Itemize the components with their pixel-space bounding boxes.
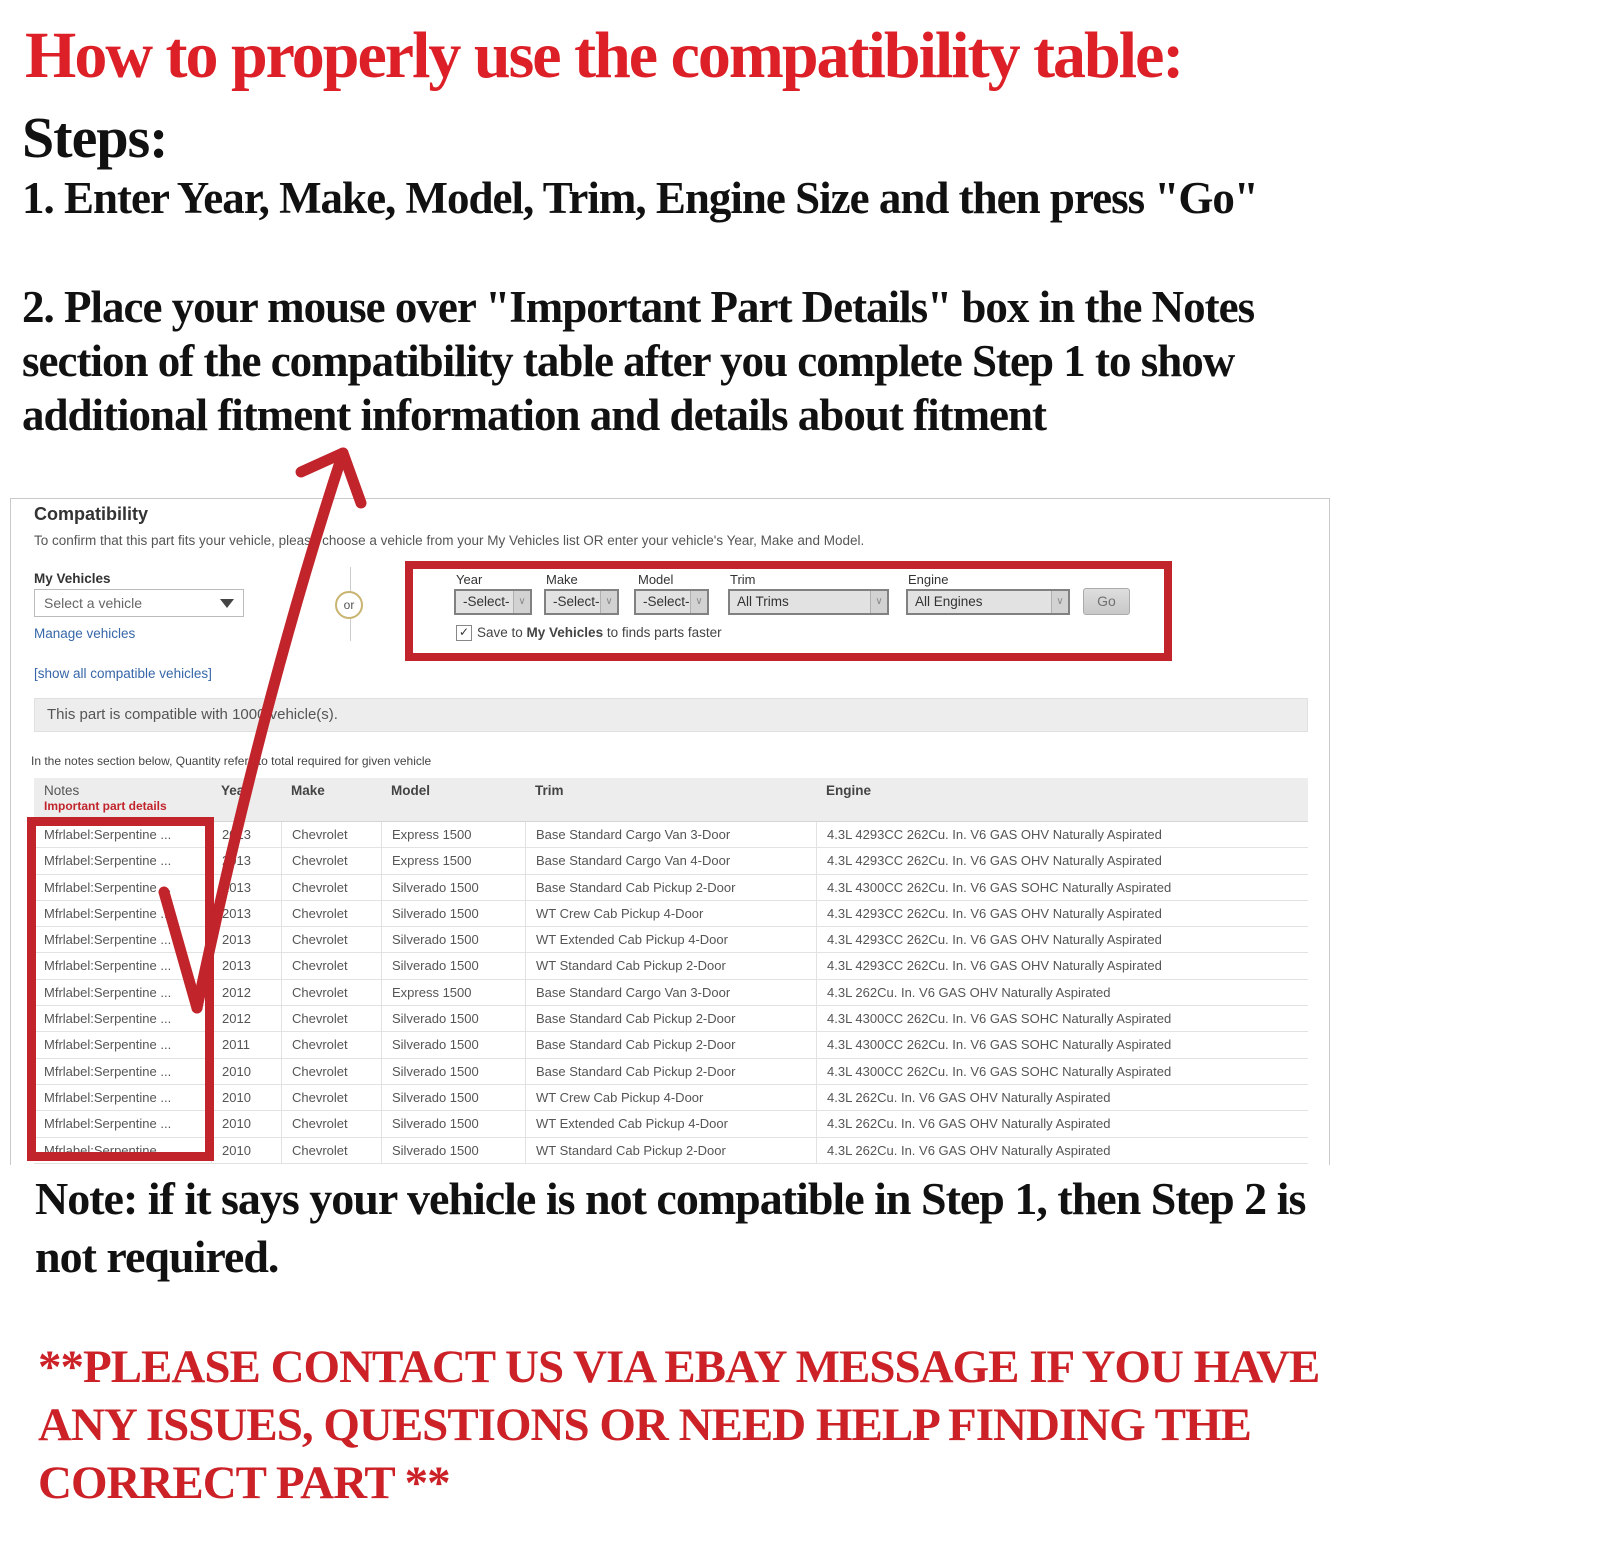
cell-model: Silverado 1500: [381, 1085, 525, 1110]
table-row: [34, 875, 1308, 901]
cell-engine: 4.3L 4300CC 262Cu. In. V6 GAS SOHC Naturally Aspirated: [816, 1059, 1308, 1084]
cell-year: 2013: [211, 927, 281, 952]
table-row: [34, 927, 1308, 953]
footer-note: [35, 1170, 1305, 1286]
chevron-down-icon: ∨: [513, 591, 530, 613]
contact-line3: CORRECT PART **: [38, 1457, 450, 1509]
my-vehicles-label: My Vehicles: [34, 571, 111, 586]
my-vehicles-dropdown-value: Select a vehicle: [44, 595, 143, 611]
table-row: [34, 901, 1308, 927]
cell-make: Chevrolet: [281, 1032, 381, 1057]
important-part-details-label[interactable]: Important part details: [44, 799, 167, 813]
header-year: Year: [221, 783, 250, 798]
cell-engine: 4.3L 262Cu. In. V6 GAS OHV Naturally Aspirated: [816, 1138, 1308, 1163]
quantity-note-text: In the notes section below, Quantity refers to total required for given vehicle: [31, 754, 432, 768]
cell-engine: 4.3L 262Cu. In. V6 GAS OHV Naturally Aspirated: [816, 980, 1308, 1005]
table-row: [34, 953, 1308, 979]
cell-engine: 4.3L 262Cu. In. V6 GAS OHV Naturally Aspirated: [816, 1085, 1308, 1110]
table-row: [34, 1059, 1308, 1085]
cell-notes[interactable]: Mfrlabel:Serpentine ...: [44, 1116, 172, 1132]
cell-year: 2013: [211, 875, 281, 900]
steps-heading: Steps:: [22, 105, 168, 170]
cell-notes[interactable]: Mfrlabel:Serpentine ...: [44, 1037, 172, 1053]
dropdown-arrow-icon: [220, 599, 234, 608]
table-row: [34, 1085, 1308, 1111]
engine-select-value: All Engines: [915, 594, 983, 609]
cell-model: Express 1500: [381, 822, 525, 847]
my-vehicles-dropdown[interactable]: [34, 589, 244, 617]
cell-trim: Base Standard Cargo Van 3-Door: [525, 822, 816, 847]
model-select-value: -Select-: [643, 594, 690, 609]
header-notes: Notes Important part details: [34, 778, 211, 821]
cell-trim: WT Crew Cab Pickup 4-Door: [525, 901, 816, 926]
chevron-down-icon: ∨: [690, 591, 707, 613]
compatibility-widget: [10, 498, 1330, 1165]
widget-title: Compatibility: [34, 504, 149, 524]
engine-select[interactable]: [906, 589, 1070, 615]
cell-year: 2010: [211, 1059, 281, 1084]
cell-model: Silverado 1500: [381, 875, 525, 900]
chevron-down-icon: ∨: [1051, 591, 1068, 613]
cell-make: Chevrolet: [281, 1006, 381, 1031]
table-row: [34, 1006, 1308, 1032]
cell-make: Chevrolet: [281, 953, 381, 978]
chevron-down-icon: ∨: [600, 591, 617, 613]
cell-notes[interactable]: Mfrlabel:Serpentine: [44, 1142, 157, 1158]
table-row: [34, 1138, 1308, 1164]
cell-trim: WT Extended Cab Pickup 4-Door: [525, 927, 816, 952]
engine-label: Engine: [908, 572, 949, 587]
arrow-head-left: [301, 453, 343, 472]
make-select-value: -Select-: [553, 594, 600, 609]
trim-label: Trim: [730, 572, 756, 587]
cell-notes[interactable]: Mfrlabel:Serpentine ...: [44, 879, 172, 895]
cell-make: Chevrolet: [281, 1085, 381, 1110]
table-row: [34, 848, 1308, 874]
page-title: How to properly use the compatibility table:: [25, 19, 1183, 92]
cell-notes[interactable]: Mfrlabel:Serpentine ...: [44, 853, 172, 869]
cell-model: Silverado 1500: [381, 1059, 525, 1084]
cell-trim: Base Standard Cab Pickup 2-Door: [525, 1032, 816, 1057]
cell-model: Express 1500: [381, 848, 525, 873]
cell-trim: Base Standard Cab Pickup 2-Door: [525, 1006, 816, 1031]
table-row: [34, 822, 1308, 848]
manage-vehicles-link[interactable]: Manage vehicles: [34, 626, 136, 641]
cell-trim: WT Standard Cab Pickup 2-Door: [525, 953, 816, 978]
year-select[interactable]: [454, 589, 532, 615]
cell-year: 2010: [211, 1111, 281, 1136]
cell-engine: 4.3L 4293CC 262Cu. In. V6 GAS OHV Naturally Aspirated: [816, 822, 1308, 847]
go-button[interactable]: Go: [1083, 588, 1130, 615]
compatible-count-bar: This part is compatible with 1000 vehicle(s).: [34, 698, 1308, 732]
cell-model: Express 1500: [381, 980, 525, 1005]
cell-make: Chevrolet: [281, 927, 381, 952]
cell-trim: Base Standard Cab Pickup 2-Door: [525, 1059, 816, 1084]
save-checkbox-label: Save to My Vehicles to finds parts faster: [477, 625, 722, 640]
cell-year: 2013: [211, 953, 281, 978]
step2-line1: 2. Place your mouse over "Important Part Details" box in the Notes: [22, 282, 1255, 332]
cell-engine: 4.3L 262Cu. In. V6 GAS OHV Naturally Aspirated: [816, 1111, 1308, 1136]
cell-year: 2013: [211, 901, 281, 926]
header-trim: Trim: [535, 783, 564, 798]
contact-line1: **PLEASE CONTACT US VIA EBAY MESSAGE IF YOU HAVE: [38, 1341, 1320, 1393]
make-select[interactable]: [544, 589, 619, 615]
cell-make: Chevrolet: [281, 875, 381, 900]
step2-line3: additional fitment information and details about fitment: [22, 390, 1047, 440]
cell-make: Chevrolet: [281, 1059, 381, 1084]
cell-notes[interactable]: Mfrlabel:Serpentine ...: [44, 1011, 172, 1027]
cell-trim: WT Crew Cab Pickup 4-Door: [525, 1085, 816, 1110]
contact-line2: ANY ISSUES, QUESTIONS OR NEED HELP FINDING THE: [38, 1399, 1251, 1451]
compatibility-table: [34, 778, 1308, 1164]
make-label: Make: [546, 572, 578, 587]
step2-text: [22, 280, 1254, 442]
cell-model: Silverado 1500: [381, 927, 525, 952]
header-model: Model: [391, 783, 430, 798]
cell-engine: 4.3L 4293CC 262Cu. In. V6 GAS OHV Naturally Aspirated: [816, 927, 1308, 952]
contact-message: [38, 1338, 1319, 1512]
cell-make: Chevrolet: [281, 822, 381, 847]
cell-engine: 4.3L 4300CC 262Cu. In. V6 GAS SOHC Naturally Aspirated: [816, 1032, 1308, 1057]
year-select-value: -Select-: [463, 594, 510, 609]
header-make: Make: [291, 783, 325, 798]
show-all-compatible-link[interactable]: [show all compatible vehicles]: [34, 666, 212, 681]
cell-engine: 4.3L 4293CC 262Cu. In. V6 GAS OHV Naturally Aspirated: [816, 901, 1308, 926]
trim-select-value: All Trims: [737, 594, 789, 609]
chevron-down-icon: ∨: [870, 591, 887, 613]
cell-trim: WT Standard Cab Pickup 2-Door: [525, 1138, 816, 1163]
cell-trim: Base Standard Cab Pickup 2-Door: [525, 875, 816, 900]
cell-engine: 4.3L 4293CC 262Cu. In. V6 GAS OHV Naturally Aspirated: [816, 953, 1308, 978]
cell-make: Chevrolet: [281, 1138, 381, 1163]
cell-model: Silverado 1500: [381, 1006, 525, 1031]
cell-make: Chevrolet: [281, 980, 381, 1005]
cell-engine: 4.3L 4293CC 262Cu. In. V6 GAS OHV Naturally Aspirated: [816, 848, 1308, 873]
cell-make: Chevrolet: [281, 1111, 381, 1136]
arrow-head-right: [343, 453, 361, 503]
cell-model: Silverado 1500: [381, 1111, 525, 1136]
note-line2: not required.: [35, 1231, 279, 1282]
cell-model: Silverado 1500: [381, 953, 525, 978]
cell-make: Chevrolet: [281, 901, 381, 926]
cell-notes[interactable]: Mfrlabel:Serpentine ...: [44, 827, 172, 842]
table-row: [34, 980, 1308, 1006]
table-row: [34, 1111, 1308, 1137]
model-label: Model: [638, 572, 674, 587]
cell-engine: 4.3L 4300CC 262Cu. In. V6 GAS SOHC Naturally Aspirated: [816, 875, 1308, 900]
cell-trim: WT Extended Cab Pickup 4-Door: [525, 1111, 816, 1136]
cell-year: 2010: [211, 1138, 281, 1163]
cell-model: Silverado 1500: [381, 1138, 525, 1163]
cell-year: 2013: [211, 848, 281, 873]
cell-trim: Base Standard Cargo Van 4-Door: [525, 848, 816, 873]
cell-trim: Base Standard Cargo Van 3-Door: [525, 980, 816, 1005]
table-header-row: [34, 778, 1308, 822]
cell-year: 2010: [211, 1085, 281, 1110]
or-badge: or: [335, 591, 363, 619]
cell-year: 2011: [211, 1032, 281, 1057]
save-checkbox[interactable]: ✓: [456, 625, 472, 641]
cell-notes[interactable]: Mfrlabel:Serpentine ...: [44, 984, 172, 1000]
cell-model: Silverado 1500: [381, 1032, 525, 1057]
cell-year: 2013: [211, 822, 281, 847]
step2-line2: section of the compatibility table after you complete Step 1 to show: [22, 336, 1235, 386]
compat-table-body: [34, 822, 1308, 1164]
step1-text: 1. Enter Year, Make, Model, Trim, Engine Size and then press "Go": [22, 173, 1258, 223]
table-row: [34, 1032, 1308, 1058]
cell-notes[interactable]: Mfrlabel:Serpentine ...: [44, 1089, 172, 1105]
trim-select[interactable]: [728, 589, 889, 615]
cell-year: 2012: [211, 1006, 281, 1031]
cell-notes[interactable]: Mfrlabel:Serpentine ...: [44, 958, 172, 974]
cell-notes[interactable]: Mfrlabel:Serpentine ...: [44, 1063, 172, 1079]
cell-notes[interactable]: Mfrlabel:Serpentine ...: [44, 932, 172, 948]
cell-notes[interactable]: Mfrlabel:Serpentine ...: [44, 905, 172, 921]
model-select[interactable]: [634, 589, 709, 615]
widget-description: To confirm that this part fits your vehicle, please choose a vehicle from your My Vehicles list OR enter your vehicle's Year, Make and Model.: [34, 533, 865, 548]
cell-engine: 4.3L 4300CC 262Cu. In. V6 GAS SOHC Naturally Aspirated: [816, 1006, 1308, 1031]
note-line1: Note: if it says your vehicle is not compatible in Step 1, then Step 2 is: [35, 1173, 1306, 1224]
cell-year: 2012: [211, 980, 281, 1005]
header-engine: Engine: [826, 783, 872, 798]
cell-make: Chevrolet: [281, 848, 381, 873]
year-label: Year: [456, 572, 483, 587]
cell-model: Silverado 1500: [381, 901, 525, 926]
